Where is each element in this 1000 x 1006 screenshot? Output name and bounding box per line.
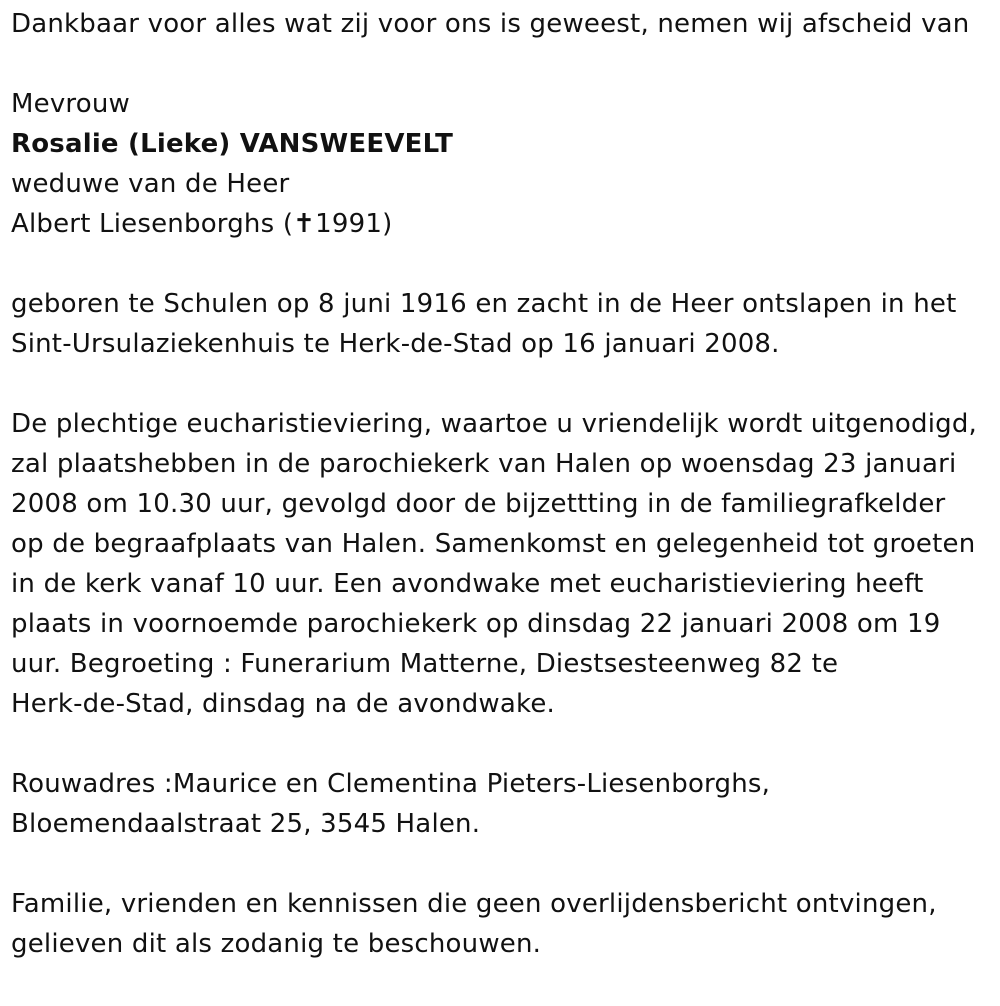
ceremony-line: Herk-de-Stad, dinsdag na de avondwake.	[11, 689, 556, 719]
spouse-name: Albert Liesenborghs (✝1991)	[11, 209, 393, 239]
ceremony-line: plaats in voornoemde parochiekerk op dinsdag 22 januari 2008 om 19	[11, 609, 941, 639]
spacer	[11, 244, 1000, 284]
birth-death-line: geboren te Schulen op 8 juni 1916 en zacht in de Heer ontslapen in het	[11, 289, 957, 319]
relation-text: weduwe van de Heer	[11, 169, 290, 199]
ceremony-line: uur. Begroeting : Funerarium Matterne, Diestsesteenweg 82 te	[11, 649, 839, 679]
birth-death-line: Sint-Ursulaziekenhuis te Herk-de-Stad op 16 januari 2008.	[11, 329, 780, 359]
address-line: Rouwadres :Maurice en Clementina Pieters-Liesenborghs,	[11, 769, 771, 799]
ceremony-line: op de begraafplaats van Halen. Samenkomst en gelegenheid tot groeten	[11, 529, 976, 559]
deceased-name: Rosalie (Lieke) VANSWEEVELT	[11, 129, 454, 159]
spacer	[11, 724, 1000, 764]
intro-text: Dankbaar voor alles wat zij voor ons is geweest, nemen wij afscheid van	[11, 9, 970, 39]
ceremony-line: zal plaatshebben in de parochiekerk van Halen op woensdag 23 januari	[11, 449, 957, 479]
closing-line: Familie, vrienden en kennissen die geen overlijdensbericht ontvingen,	[11, 889, 937, 919]
ceremony-line: 2008 om 10.30 uur, gevolgd door de bijzettting in de familiegrafkelder	[11, 489, 946, 519]
closing-line: gelieven dit als zodanig te beschouwen.	[11, 929, 542, 959]
spacer	[11, 44, 1000, 84]
spacer	[11, 364, 1000, 404]
salutation: Mevrouw	[11, 89, 130, 119]
ceremony-line: De plechtige eucharistieviering, waartoe u vriendelijk wordt uitgenodigd,	[11, 409, 977, 439]
spacer	[11, 844, 1000, 884]
address-line: Bloemendaalstraat 25, 3545 Halen.	[11, 809, 481, 839]
ceremony-line: in de kerk vanaf 10 uur. Een avondwake met eucharistieviering heeft	[11, 569, 924, 599]
